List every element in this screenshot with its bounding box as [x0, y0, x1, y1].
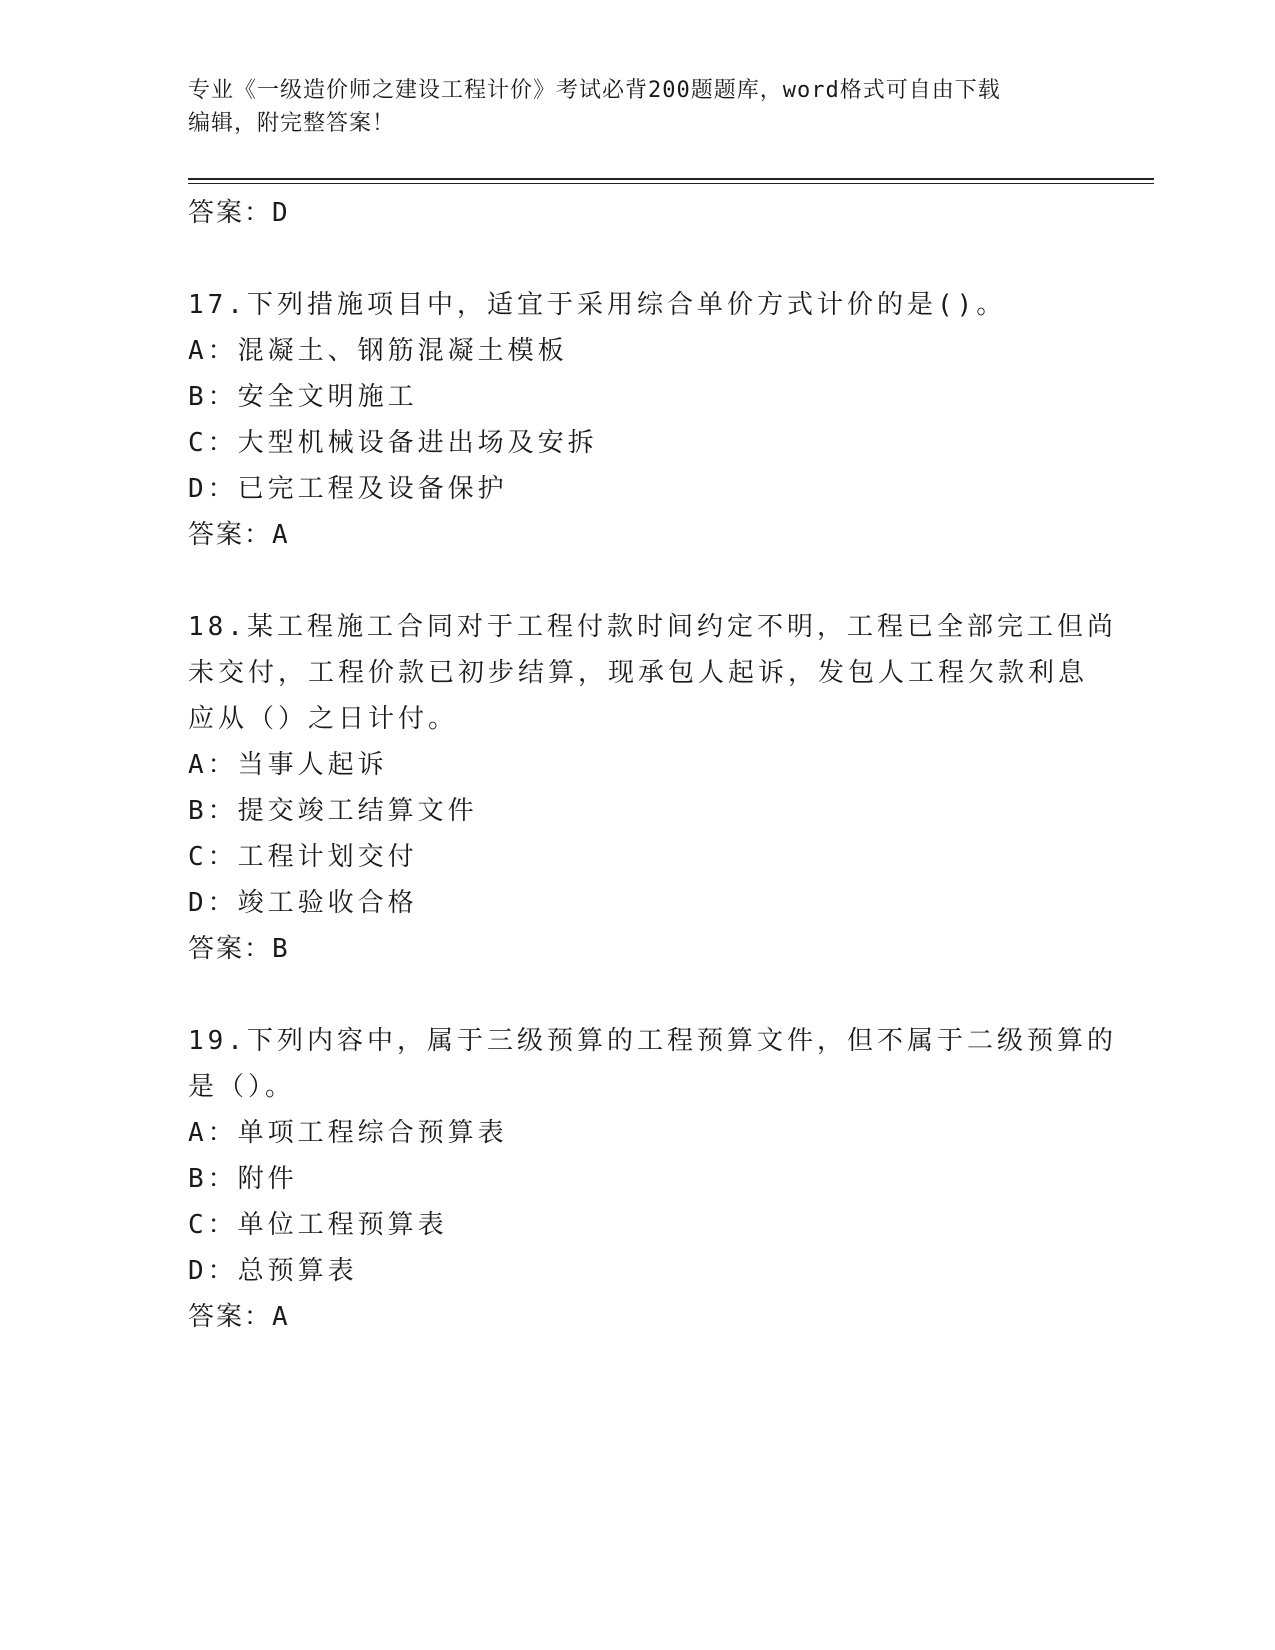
- header-divider-thick: [188, 178, 1154, 180]
- answer-value: D: [272, 198, 290, 228]
- answer-value: A: [272, 520, 290, 550]
- question-stem: [188, 604, 1117, 742]
- question-stem: [188, 1018, 1117, 1110]
- answer-value: B: [272, 934, 290, 964]
- question-text-continued: 是（）。: [188, 1072, 296, 1102]
- option-d: D：竣工验收合格: [188, 888, 418, 918]
- question-list: [188, 190, 1117, 1340]
- option-c: C：大型机械设备进出场及安拆: [188, 428, 598, 458]
- answer-label: 答案：: [188, 520, 273, 550]
- answer-label: 答案：: [188, 934, 273, 964]
- question-17: [188, 282, 1088, 558]
- spacer: [188, 972, 1088, 1018]
- option-a: A：混凝土、钢筋混凝土模板: [188, 336, 568, 366]
- question-answer: [188, 926, 1088, 972]
- question-text-continued: 未交付，工程价款已初步结算，现承包人起诉，发包人工程欠款利息: [188, 658, 1089, 688]
- option-a: A：单项工程综合预算表: [188, 1118, 508, 1148]
- option-b: B：安全文明施工: [188, 382, 418, 412]
- question-answer: [188, 1294, 1088, 1340]
- question-stem: [188, 282, 1088, 328]
- question-text-continued: 应从（）之日计付。: [188, 704, 459, 734]
- option-c: C：工程计划交付: [188, 842, 418, 872]
- spacer: [188, 236, 1088, 282]
- spacer: [188, 558, 1088, 604]
- document-header: [188, 74, 1068, 140]
- answer-value: A: [272, 1302, 290, 1332]
- question-18: [188, 604, 1117, 972]
- question-answer: [188, 512, 1088, 558]
- option-d: D：总预算表: [188, 1256, 358, 1286]
- option-b: B：提交竣工结算文件: [188, 796, 478, 826]
- option-c: C：单位工程预算表: [188, 1210, 448, 1240]
- question-text: 18.某工程施工合同对于工程付款时间约定不明，工程已全部完工但尚: [188, 612, 1117, 642]
- answer-label: 答案：: [188, 198, 273, 228]
- question-text: 17.下列措施项目中，适宜于采用综合单价方式计价的是()。: [188, 290, 1007, 320]
- header-title-line-continued: 编辑，附完整答案！: [188, 111, 396, 136]
- question-19: [188, 1018, 1117, 1340]
- answer-label: 答案：: [188, 1302, 273, 1332]
- option-a: A：当事人起诉: [188, 750, 388, 780]
- header-title-line: 专业《一级造价师之建设工程计价》考试必背200题题库，word格式可自由下载: [188, 78, 1001, 103]
- header-divider-thin: [188, 183, 1154, 184]
- option-b: B：附件: [188, 1164, 298, 1194]
- question-text: 19.下列内容中，属于三级预算的工程预算文件，但不属于二级预算的: [188, 1026, 1117, 1056]
- previous-answer: [188, 190, 1088, 236]
- option-d: D：已完工程及设备保护: [188, 474, 508, 504]
